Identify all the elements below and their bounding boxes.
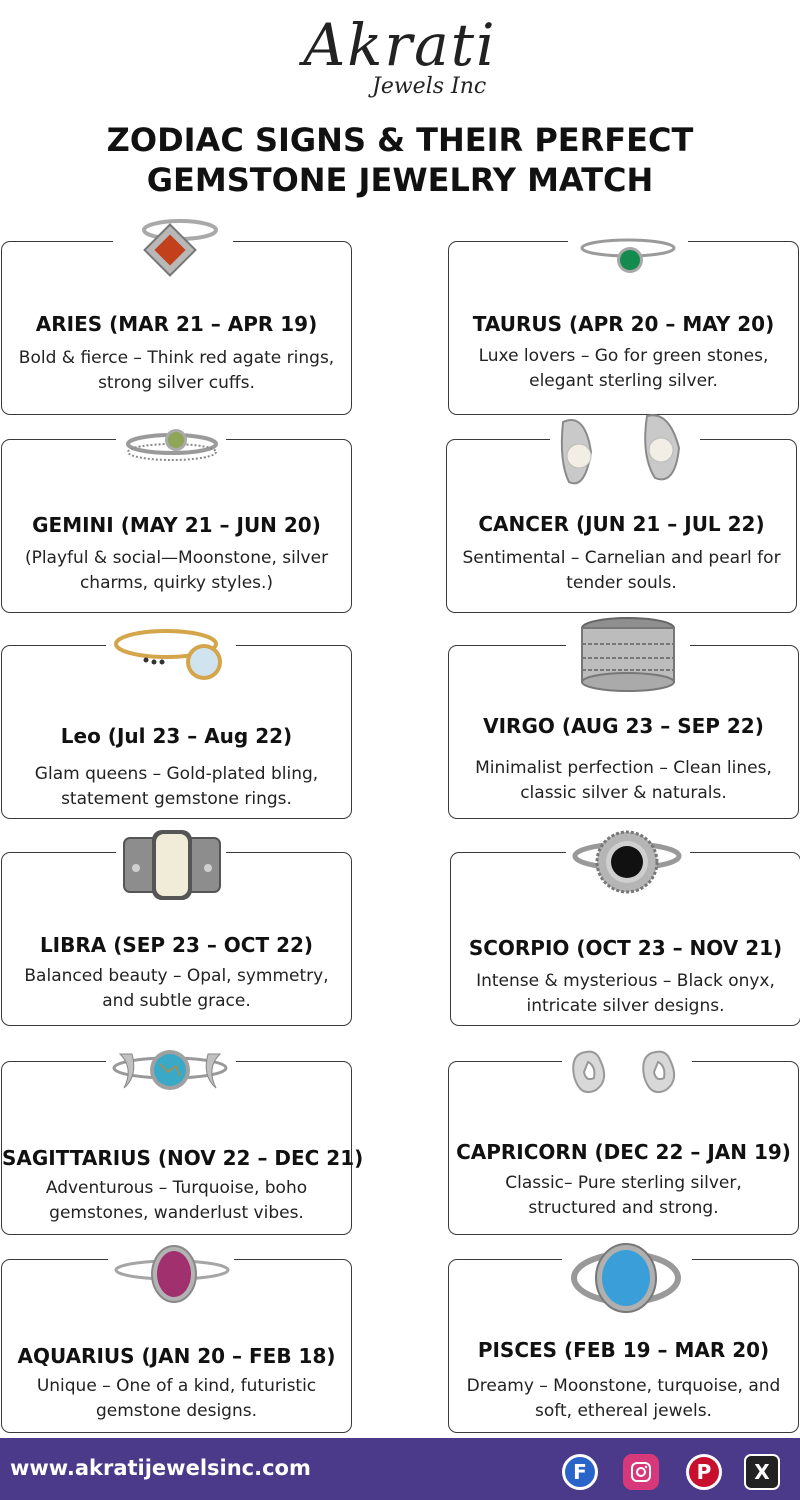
desc-line: Adventurous – Turquoise, boho [45, 1178, 308, 1198]
facebook-glyph: F [573, 1460, 587, 1484]
sign-description [8, 1374, 345, 1424]
sign-title: LIBRA (SEP 23 – OCT 22) [39, 933, 314, 957]
red-agate-ring-image [122, 214, 222, 284]
instagram-glyph [629, 1460, 653, 1484]
desc-line: Balanced beauty – Opal, symmetry, [24, 966, 329, 986]
green-stone-ring-image [578, 232, 678, 282]
desc-line: gemstone designs. [95, 1401, 258, 1421]
spinner-band-ring-image [578, 614, 678, 694]
sign-title: TAURUS (APR 20 – MAY 20) [472, 312, 775, 336]
sign-title: CANCER (JUN 21 – JUL 22) [478, 512, 765, 536]
brand-logo [0, 0, 800, 112]
x-icon[interactable] [744, 1454, 780, 1490]
sign-description [455, 1374, 792, 1424]
pearl-earrings-image [555, 412, 695, 496]
x-glyph: X [754, 1460, 770, 1484]
black-onyx-ring-image [572, 826, 682, 904]
sign-title: SAGITTARIUS (NOV 22 – DEC 21) [2, 1146, 364, 1170]
pinterest-glyph: P [696, 1460, 712, 1484]
desc-line: structured and strong. [528, 1198, 719, 1218]
sign-description [455, 1171, 792, 1221]
gemini-moonstone-ring-image [124, 418, 220, 468]
desc-line: charms, quirky styles.) [79, 573, 274, 593]
sign-title: AQUARIUS (JAN 20 – FEB 18) [17, 1344, 336, 1368]
opal-band-ring-image [122, 828, 222, 904]
desc-line: intricate silver designs. [526, 996, 725, 1016]
sign-title: SCORPIO (OCT 23 – NOV 21) [468, 936, 783, 960]
sign-title: VIRGO (AUG 23 – SEP 22) [483, 714, 764, 738]
sign-description [8, 346, 345, 396]
logo-tagline: Jewels Inc [372, 74, 487, 99]
sign-title: ARIES (MAR 21 – APR 19) [35, 312, 318, 336]
desc-line: Glam queens – Gold-plated bling, [34, 764, 319, 784]
desc-line: strong silver cuffs. [98, 373, 255, 393]
page-title-line-2: GEMSTONE JEWELRY MATCH [146, 161, 654, 199]
desc-line: (Playful & social—Moonstone, silver [24, 548, 329, 568]
footer-bar [0, 1438, 800, 1500]
sign-title: CAPRICORN (DEC 22 – JAN 19) [456, 1140, 791, 1164]
desc-line: Dreamy – Moonstone, turquoise, and [466, 1376, 781, 1396]
desc-line: tender souls. [566, 573, 677, 593]
sign-description [457, 969, 794, 1019]
gold-moonstone-ring-image [112, 624, 228, 688]
sign-description [8, 964, 345, 1014]
desc-line: soft, ethereal jewels. [535, 1401, 712, 1421]
desc-line: statement gemstone rings. [61, 789, 292, 809]
page-title-line-1: ZODIAC SIGNS & THEIR PERFECT [106, 121, 694, 159]
sign-description [455, 756, 792, 806]
desc-line: Intense & mysterious – Black onyx, [476, 971, 775, 991]
desc-line: Sentimental – Carnelian and pearl for [462, 548, 781, 568]
sign-description [453, 546, 790, 596]
pinterest-icon[interactable] [686, 1454, 722, 1490]
desc-line: Classic– Pure sterling silver, [505, 1173, 742, 1193]
turquoise-oval-ring-image [570, 1240, 682, 1318]
desc-line: Minimalist perfection – Clean lines, [475, 758, 772, 778]
website-link[interactable]: www.akratijewelsinc.com [10, 1456, 311, 1480]
sign-description [455, 344, 792, 394]
desc-line: elegant sterling silver. [529, 371, 718, 391]
silver-knot-earrings-image [566, 1044, 686, 1100]
desc-line: Bold & fierce – Think red agate rings, [18, 348, 335, 368]
sign-title: PISCES (FEB 19 – MAR 20) [477, 1338, 770, 1362]
desc-line: Luxe lovers – Go for green stones, [478, 346, 769, 366]
facebook-icon[interactable] [562, 1454, 598, 1490]
desc-line: classic silver & naturals. [520, 783, 727, 803]
desc-line: and subtle grace. [102, 991, 251, 1011]
sign-description [8, 546, 345, 596]
sign-title: GEMINI (MAY 21 – JUN 20) [32, 513, 321, 537]
desc-line: Unique – One of a kind, futuristic [36, 1376, 317, 1396]
instagram-icon[interactable] [623, 1454, 659, 1490]
logo-wordmark: Akrati [303, 11, 497, 79]
turquoise-moon-ring-image [110, 1044, 230, 1098]
page-title [0, 120, 800, 200]
sign-description [8, 1176, 345, 1226]
sign-description [8, 762, 345, 812]
sign-title: Leo (Jul 23 – Aug 22) [60, 724, 293, 748]
desc-line: gemstones, wanderlust vibes. [49, 1203, 304, 1223]
pink-stone-ring-image [112, 1242, 232, 1306]
